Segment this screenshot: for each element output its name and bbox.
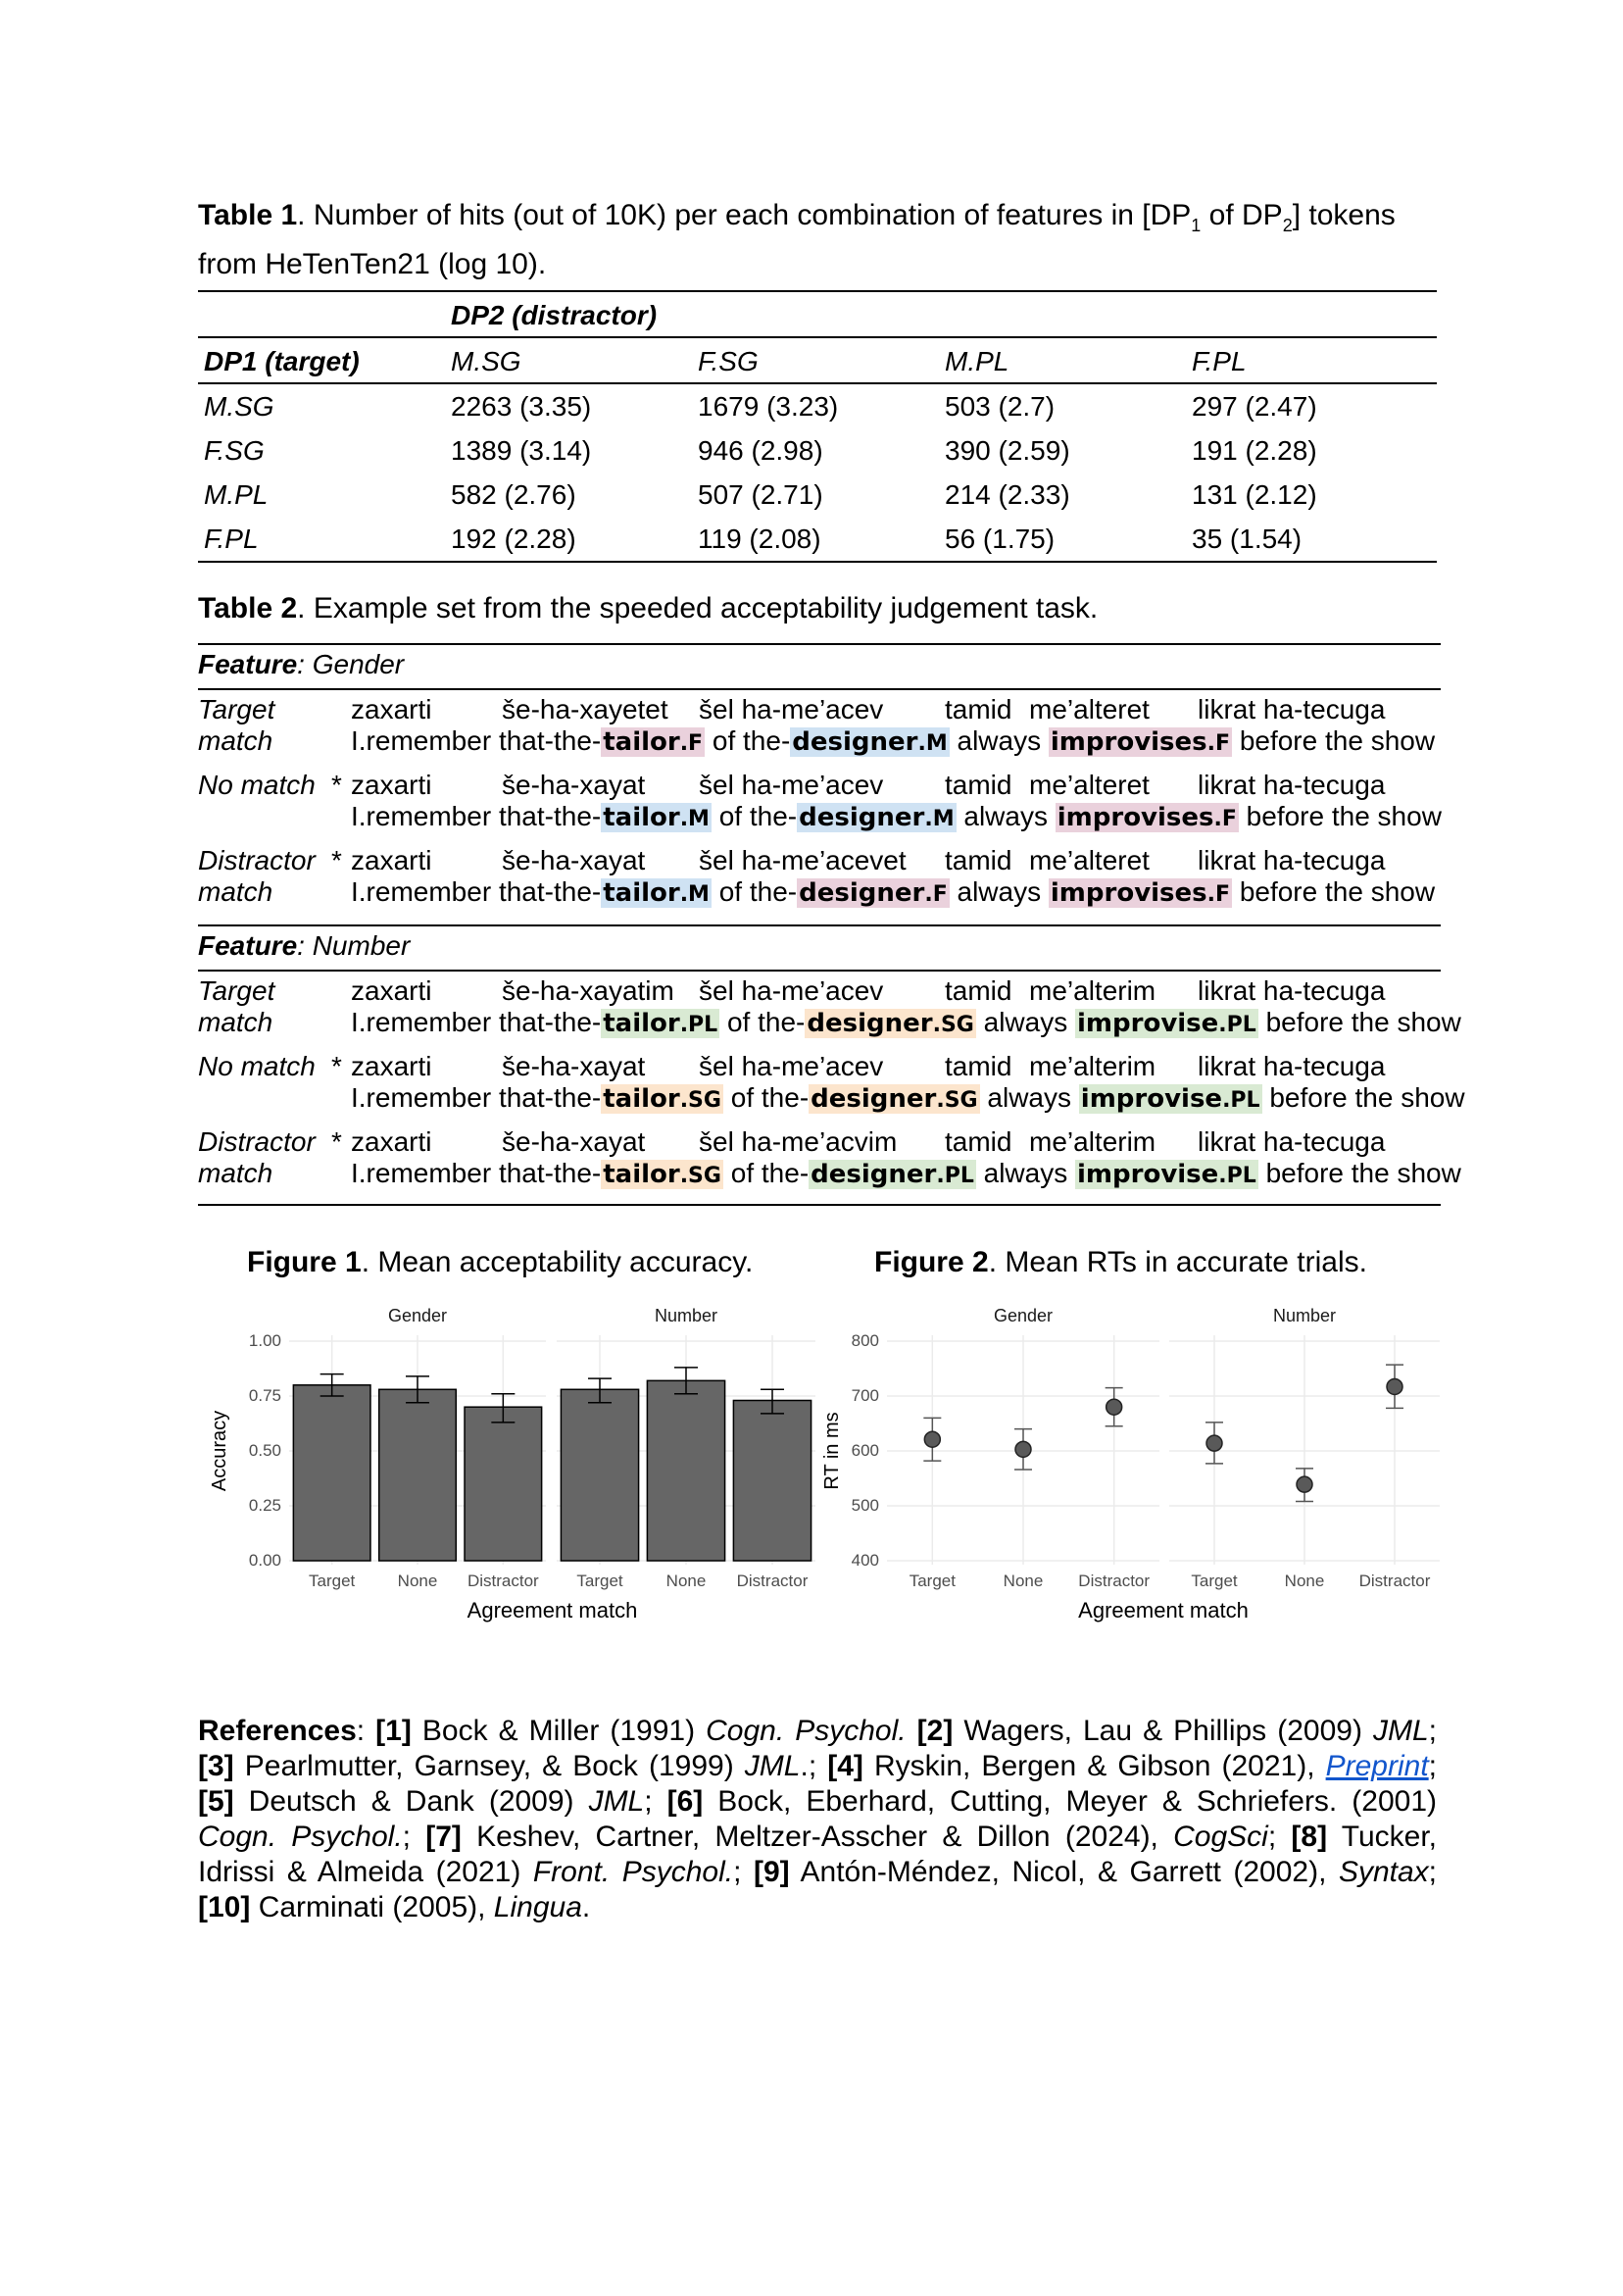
- target-noun-feature: .PL: [679, 1013, 718, 1037]
- references-label: References: [198, 1715, 357, 1747]
- reference-venue: JML: [744, 1750, 801, 1782]
- y-tick-label: 0.25: [248, 1496, 281, 1515]
- verb-feature: .F: [1206, 731, 1231, 756]
- condition-label: match: [198, 1158, 273, 1188]
- hebrew-word: likrat ha-tecuga: [1198, 975, 1386, 1006]
- reference-number: [1]: [375, 1715, 412, 1747]
- table1-cell: 56 (1.75): [945, 524, 1056, 554]
- condition-label: No match: [198, 1051, 316, 1081]
- reference-number: [2]: [916, 1715, 954, 1747]
- table1-bottom-rule: [198, 561, 1437, 563]
- reference-number: [5]: [198, 1785, 234, 1818]
- gloss-word: the-: [761, 1158, 810, 1188]
- reference-authors: Bock, Eberhard, Cutting, Meyer & Schriefers. (2001): [703, 1785, 1438, 1818]
- reference-separator: ;: [644, 1785, 667, 1818]
- gloss-word: that-the-: [498, 801, 602, 831]
- x-tick-label: Target: [909, 1572, 956, 1590]
- verb: [1049, 878, 1232, 908]
- figure1-caption: [247, 1243, 753, 1282]
- distractor-noun: [790, 727, 949, 757]
- distractor-noun-feature: .SG: [932, 1013, 974, 1037]
- hebrew-word: šel ha-me’acev: [699, 1051, 884, 1081]
- table1-cell: 582 (2.76): [451, 479, 576, 510]
- table2-caption-label: Table 2: [198, 592, 298, 624]
- verb: [1056, 803, 1239, 832]
- verb-feature: .PL: [1218, 1013, 1256, 1037]
- gloss-word: that-the-: [498, 1082, 602, 1113]
- distractor-noun: [809, 1084, 979, 1114]
- gloss-word: that-the-: [498, 876, 602, 907]
- table1-caption-label: Table 1: [198, 199, 298, 231]
- y-tick-label: 800: [851, 1331, 879, 1350]
- figure1-bar-chart: [196, 1294, 823, 1686]
- bar: [379, 1389, 457, 1561]
- hebrew-word: šel ha-me’acev: [699, 975, 884, 1006]
- gloss-word: I.remember: [351, 1158, 492, 1188]
- reference-number: [3]: [198, 1750, 234, 1782]
- verb-feature: .F: [1206, 882, 1231, 907]
- facet-label: Number: [1272, 1306, 1337, 1325]
- table1-row-header: DP1 (target): [204, 346, 360, 376]
- facet-label: Number: [654, 1306, 718, 1325]
- feature-label: Feature: [198, 649, 298, 679]
- table1-row-label: M.PL: [204, 479, 269, 510]
- x-tick-label: None: [1284, 1572, 1325, 1590]
- reference-authors: Keshev, Cartner, Meltzer-Asscher & Dillon (2024),: [461, 1821, 1174, 1853]
- distractor-noun-stem: designer: [799, 878, 925, 908]
- hebrew-word: še-ha-xayatim: [502, 975, 674, 1006]
- reference-number: [4]: [827, 1750, 863, 1782]
- target-noun: [601, 1160, 723, 1189]
- table1-cell: 214 (2.33): [945, 479, 1070, 510]
- hebrew-word: še-ha-xayat: [502, 845, 646, 875]
- reference-authors: Antón-Méndez, Nicol, & Garrett (2002),: [789, 1856, 1339, 1888]
- table2-feature-rule: [198, 688, 1441, 690]
- reference-separator: ;: [1428, 1715, 1438, 1747]
- gloss-word: always: [983, 1158, 1068, 1188]
- reference-separator: ;: [1267, 1821, 1292, 1853]
- target-noun-stem: tailor: [603, 727, 680, 757]
- feature-value: : Number: [297, 930, 411, 961]
- distractor-noun-stem: designer: [799, 803, 925, 832]
- reference-authors: Ryskin, Bergen & Gibson (2021),: [862, 1750, 1326, 1782]
- gloss-word: the-: [749, 876, 798, 907]
- gloss-word: I.remember: [351, 876, 492, 907]
- facet-label: Gender: [993, 1306, 1054, 1325]
- gloss-word: always: [983, 1007, 1068, 1037]
- condition-label: No match: [198, 770, 316, 800]
- y-tick-label: 0.00: [248, 1551, 281, 1570]
- gloss-word: that-the-: [498, 725, 602, 756]
- figure2-caption-text: . Mean RTs in accurate trials.: [988, 1246, 1367, 1278]
- table2-caption-text: . Example set from the speeded acceptability judgement task.: [297, 592, 1099, 624]
- feature-label: Feature: [198, 930, 298, 961]
- table1-cell: 1679 (3.23): [698, 391, 839, 422]
- reference-authors: Wagers, Lau & Phillips (2009): [953, 1715, 1373, 1747]
- target-noun: [601, 1009, 719, 1038]
- verb-stem: improvise: [1080, 1084, 1223, 1114]
- gloss-word: before the show: [1269, 1082, 1465, 1113]
- hebrew-word: šel ha-me’acev: [699, 694, 884, 724]
- x-tick-label: Distractor: [1078, 1572, 1151, 1590]
- reference-authors: Bock & Miller (1991): [411, 1715, 707, 1747]
- reference-separator: [907, 1715, 917, 1747]
- reference-number: [9]: [753, 1856, 790, 1888]
- data-point: [1107, 1399, 1122, 1415]
- reference-venue: CogSci: [1173, 1821, 1268, 1853]
- gloss-word: always: [987, 1082, 1071, 1113]
- gloss-word: always: [963, 801, 1048, 831]
- gloss-word: the-: [743, 725, 791, 756]
- gloss-word: I.remember: [351, 1007, 492, 1037]
- x-axis-label: Agreement match: [1078, 1598, 1249, 1622]
- table1-caption: [198, 196, 1437, 284]
- table2-section-rule: [198, 643, 1441, 645]
- gloss-word: of: [726, 1007, 751, 1037]
- gloss-word: of: [730, 1158, 755, 1188]
- table1-cell: 390 (2.59): [945, 435, 1070, 466]
- gloss-word: before the show: [1265, 1158, 1461, 1188]
- target-noun: [601, 878, 712, 908]
- target-noun-feature: .F: [679, 731, 704, 756]
- table1-row-label: F.PL: [204, 524, 259, 554]
- hebrew-word: zaxarti: [351, 1126, 432, 1157]
- distractor-noun-feature: .PL: [936, 1164, 974, 1188]
- gloss-line: [351, 725, 1435, 760]
- gloss-word: before the show: [1239, 876, 1436, 907]
- table2-feature-heading: [198, 930, 410, 962]
- reference-venue: Lingua: [493, 1891, 582, 1923]
- reference-venue: JML: [1372, 1715, 1429, 1747]
- hebrew-word: še-ha-xayat: [502, 1051, 646, 1081]
- references: References: [1] Bock & Miller (1991) Cogn. Psychol. [2] Wagers, Lau & Phillips (2009) JML; [3] Pearlmutter, Garnsey, & Bock (1999) JML.; [4] Ryskin, Bergen & Gibson (2021), Preprint; [5] Deutsch & Dank (2009) JML; [6] Bock, Eberhard, Cutting, Meyer & Schriefers. (2001) Cogn. Psychol.; [7] Keshev, Cartner, Meltzer-Asscher & Dillon (2024), CogSci; [8] Tucker, Idrissi & Almeida (2021) Front. Psychol.; [9] Antón-Méndez, Nicol, & Garrett (2002), Syntax; [10] Carminati (2005), Lingua.: [198, 1715, 1438, 1923]
- y-tick-label: 500: [851, 1496, 879, 1515]
- target-noun-feature: .M: [679, 882, 710, 907]
- reference-separator: ;: [402, 1821, 426, 1853]
- hebrew-word: likrat ha-tecuga: [1198, 845, 1386, 875]
- table1-cell: 35 (1.54): [1192, 524, 1303, 554]
- reference-number: [8]: [1291, 1821, 1328, 1853]
- figure2-caption-label: Figure 2: [874, 1246, 989, 1278]
- condition-label: Distractor: [198, 1126, 316, 1157]
- hebrew-word: likrat ha-tecuga: [1198, 694, 1386, 724]
- y-tick-label: 0.75: [248, 1386, 281, 1405]
- table1-cell: 503 (2.7): [945, 391, 1056, 422]
- table2-caption: [198, 589, 1098, 628]
- bar: [293, 1385, 370, 1561]
- target-noun-stem: tailor: [603, 1009, 680, 1038]
- target-noun-feature: .SG: [679, 1164, 721, 1188]
- hebrew-word: šel ha-me’acev: [699, 770, 884, 800]
- x-tick-label: Distractor: [736, 1572, 809, 1590]
- hebrew-word: še-ha-xayat: [502, 1126, 646, 1157]
- hebrew-word: me’alterim: [1029, 1051, 1156, 1081]
- gloss-line: [351, 1158, 1461, 1192]
- gloss-line: [351, 876, 1435, 911]
- x-tick-label: None: [665, 1572, 707, 1590]
- table2-feature-heading: [198, 649, 404, 680]
- hebrew-word: šel ha-me’acvim: [699, 1126, 898, 1157]
- x-axis-label: Agreement match: [467, 1598, 638, 1622]
- ungrammatical-star: *: [331, 845, 342, 875]
- data-point: [1206, 1435, 1222, 1451]
- hebrew-word: likrat ha-tecuga: [1198, 770, 1386, 800]
- target-noun-stem: tailor: [603, 878, 680, 908]
- table1-top-rule: [198, 290, 1437, 292]
- verb-stem: improvise: [1077, 1160, 1219, 1189]
- y-tick-label: 400: [851, 1551, 879, 1570]
- hebrew-word: likrat ha-tecuga: [1198, 1051, 1386, 1081]
- gloss-word: I.remember: [351, 801, 492, 831]
- gloss-word: the-: [749, 801, 798, 831]
- gloss-word: I.remember: [351, 725, 492, 756]
- hebrew-word: šel ha-me’acevet: [699, 845, 907, 875]
- condition-label: Distractor: [198, 845, 316, 875]
- hebrew-word: zaxarti: [351, 845, 432, 875]
- hebrew-word: tamid: [945, 694, 1012, 724]
- distractor-noun: [805, 1009, 975, 1038]
- distractor-noun-feature: .M: [917, 731, 948, 756]
- bar: [465, 1407, 542, 1561]
- hebrew-word: zaxarti: [351, 770, 432, 800]
- verb-stem: improvises: [1050, 878, 1207, 908]
- gloss-word: before the show: [1239, 725, 1436, 756]
- table2-bottom-rule: [198, 1204, 1441, 1206]
- reference-number: [7]: [425, 1821, 462, 1853]
- ungrammatical-star: *: [331, 770, 342, 800]
- table1-row-label: M.SG: [204, 391, 274, 422]
- reference-number: [10]: [198, 1891, 251, 1923]
- gloss-word: always: [957, 725, 1042, 756]
- reference-number: [6]: [666, 1785, 704, 1818]
- y-tick-label: 700: [851, 1386, 879, 1405]
- target-noun-stem: tailor: [603, 1160, 680, 1189]
- reference-separator: .: [581, 1891, 591, 1923]
- data-point: [1297, 1476, 1312, 1492]
- distractor-noun-feature: .SG: [936, 1088, 978, 1113]
- gloss-word: always: [957, 876, 1042, 907]
- target-noun-feature: .M: [679, 807, 710, 831]
- gloss-word: that-the-: [498, 1158, 602, 1188]
- reference-separator: ;: [1428, 1856, 1438, 1888]
- gloss-word: before the show: [1246, 801, 1442, 831]
- reference-authors: Pearlmutter, Garnsey, & Bock (1999): [233, 1750, 745, 1782]
- hebrew-word: likrat ha-tecuga: [1198, 1126, 1386, 1157]
- gloss-word: of: [718, 876, 743, 907]
- ungrammatical-star: *: [331, 1051, 342, 1081]
- x-tick-label: None: [397, 1572, 438, 1590]
- table1-sub2: 2: [1282, 216, 1293, 235]
- reference-venue: JML: [588, 1785, 645, 1818]
- gloss-word: of: [718, 801, 743, 831]
- distractor-noun-feature: .M: [924, 807, 955, 831]
- preprint-link[interactable]: Preprint: [1325, 1750, 1429, 1782]
- gloss-word: the-: [761, 1082, 810, 1113]
- condition-label: match: [198, 876, 273, 907]
- condition-label: Target: [198, 694, 275, 724]
- gloss-word: I.remember: [351, 1082, 492, 1113]
- target-noun: [601, 1084, 723, 1114]
- y-tick-label: 0.50: [248, 1441, 281, 1460]
- figure2-caption: [874, 1243, 1367, 1282]
- table1-group-rule: [198, 336, 1437, 338]
- reference-venue: Front. Psychol.: [532, 1856, 734, 1888]
- verb: [1075, 1160, 1258, 1189]
- target-noun: [601, 727, 705, 757]
- distractor-noun: [809, 1160, 976, 1189]
- figure2-point-chart: [818, 1294, 1446, 1686]
- distractor-noun-stem: designer: [811, 1160, 937, 1189]
- hebrew-word: še-ha-xayat: [502, 770, 646, 800]
- table1-row-label: F.SG: [204, 435, 265, 466]
- table2-section-rule: [198, 924, 1441, 926]
- hebrew-word: tamid: [945, 1051, 1012, 1081]
- verb-feature: .F: [1213, 807, 1237, 831]
- data-point: [924, 1431, 940, 1447]
- verb-feature: .PL: [1218, 1164, 1256, 1188]
- reference-authors: Carminati (2005),: [250, 1891, 494, 1923]
- table1-caption-of: of DP: [1201, 199, 1283, 231]
- verb: [1079, 1084, 1262, 1114]
- verb-stem: improvise: [1077, 1009, 1219, 1038]
- table1-cell: 192 (2.28): [451, 524, 576, 554]
- table1-caption-end: ] tokens from HeTenTen21 (log 10).: [198, 199, 1396, 280]
- hebrew-word: tamid: [945, 845, 1012, 875]
- target-noun-feature: .SG: [679, 1088, 721, 1113]
- distractor-noun-feature: .F: [924, 882, 948, 907]
- verb: [1049, 727, 1232, 757]
- hebrew-word: tamid: [945, 975, 1012, 1006]
- reference-separator: ;: [733, 1856, 754, 1888]
- reference-separator: ;: [1428, 1750, 1437, 1782]
- reference-separator: .;: [800, 1750, 828, 1782]
- x-tick-label: None: [1003, 1572, 1044, 1590]
- table1-col-header: F.SG: [698, 346, 759, 376]
- feature-value: : Gender: [297, 649, 405, 679]
- y-axis-label: RT in ms: [821, 1412, 843, 1490]
- verb-stem: improvises: [1057, 803, 1214, 832]
- target-noun-stem: tailor: [603, 1084, 680, 1114]
- gloss-word: of: [712, 725, 736, 756]
- hebrew-word: tamid: [945, 1126, 1012, 1157]
- table1-cell: 119 (2.08): [698, 524, 821, 554]
- hebrew-word: zaxarti: [351, 1051, 432, 1081]
- gloss-word: before the show: [1265, 1007, 1461, 1037]
- table1-caption-text: . Number of hits (out of 10K) per each combination of features in [DP: [297, 199, 1192, 231]
- data-point: [1015, 1441, 1031, 1457]
- distractor-noun-stem: designer: [792, 727, 918, 757]
- table2-feature-rule: [198, 970, 1441, 972]
- bar: [647, 1380, 724, 1561]
- distractor-noun: [797, 878, 950, 908]
- hebrew-word: me’alteret: [1029, 694, 1150, 724]
- x-tick-label: Target: [1191, 1572, 1238, 1590]
- verb-feature: .PL: [1222, 1088, 1260, 1113]
- target-noun-stem: tailor: [603, 803, 680, 832]
- condition-label: Target: [198, 975, 275, 1006]
- distractor-noun-stem: designer: [807, 1009, 933, 1038]
- hebrew-word: me’alteret: [1029, 845, 1150, 875]
- bar: [733, 1400, 811, 1561]
- target-noun: [601, 803, 712, 832]
- figure1-caption-label: Figure 1: [247, 1246, 362, 1278]
- y-tick-label: 1.00: [248, 1331, 281, 1350]
- y-axis-label: Accuracy: [209, 1410, 230, 1492]
- reference-venue: Syntax: [1338, 1856, 1429, 1888]
- reference-authors: Deutsch & Dank (2009): [233, 1785, 589, 1818]
- ungrammatical-star: *: [331, 1126, 342, 1157]
- reference-venue: Cogn. Psychol.: [706, 1715, 907, 1747]
- hebrew-word: me’alterim: [1029, 1126, 1156, 1157]
- reference-authors: Tucker, Idrissi & Almeida (2021): [198, 1821, 1437, 1888]
- verb: [1075, 1009, 1258, 1038]
- distractor-noun: [797, 803, 956, 832]
- gloss-line: [351, 1007, 1461, 1041]
- table1-cell: 131 (2.12): [1192, 479, 1317, 510]
- hebrew-word: me’alterim: [1029, 975, 1156, 1006]
- table1-col-header: M.PL: [945, 346, 1009, 376]
- table1-header-rule: [198, 382, 1437, 384]
- hebrew-word: zaxarti: [351, 975, 432, 1006]
- gloss-word: the-: [758, 1007, 806, 1037]
- data-point: [1387, 1378, 1402, 1394]
- hebrew-word: še-ha-xayetet: [502, 694, 668, 724]
- verb-stem: improvises: [1050, 727, 1207, 757]
- table1-group-header: DP2 (distractor): [451, 300, 658, 330]
- hebrew-word: tamid: [945, 770, 1012, 800]
- reference-venue: Cogn. Psychol.: [198, 1821, 403, 1853]
- table1-cell: 297 (2.47): [1192, 391, 1317, 422]
- hebrew-word: me’alteret: [1029, 770, 1150, 800]
- x-tick-label: Distractor: [1358, 1572, 1431, 1590]
- x-tick-label: Target: [309, 1572, 356, 1590]
- facet-label: Gender: [387, 1306, 448, 1325]
- table1-cell: 1389 (3.14): [451, 435, 592, 466]
- table1-col-header: F.PL: [1192, 346, 1247, 376]
- table1-cell: 191 (2.28): [1192, 435, 1317, 466]
- gloss-line: [351, 1082, 1465, 1117]
- condition-label: match: [198, 1007, 273, 1037]
- gloss-word: that-the-: [498, 1007, 602, 1037]
- table1-cell: 507 (2.71): [698, 479, 823, 510]
- gloss-word: of: [730, 1082, 755, 1113]
- bar: [561, 1389, 638, 1561]
- table1-col-header: M.SG: [451, 346, 521, 376]
- condition-label: match: [198, 725, 273, 756]
- table1-cell: 946 (2.98): [698, 435, 823, 466]
- figure1-caption-text: . Mean acceptability accuracy.: [361, 1246, 754, 1278]
- table1-cell: 2263 (3.35): [451, 391, 592, 422]
- x-tick-label: Distractor: [467, 1572, 539, 1590]
- hebrew-word: zaxarti: [351, 694, 432, 724]
- table1-sub1: 1: [1191, 216, 1202, 235]
- x-tick-label: Target: [576, 1572, 623, 1590]
- distractor-noun-stem: designer: [811, 1084, 937, 1114]
- y-tick-label: 600: [851, 1441, 879, 1460]
- gloss-line: [351, 801, 1442, 835]
